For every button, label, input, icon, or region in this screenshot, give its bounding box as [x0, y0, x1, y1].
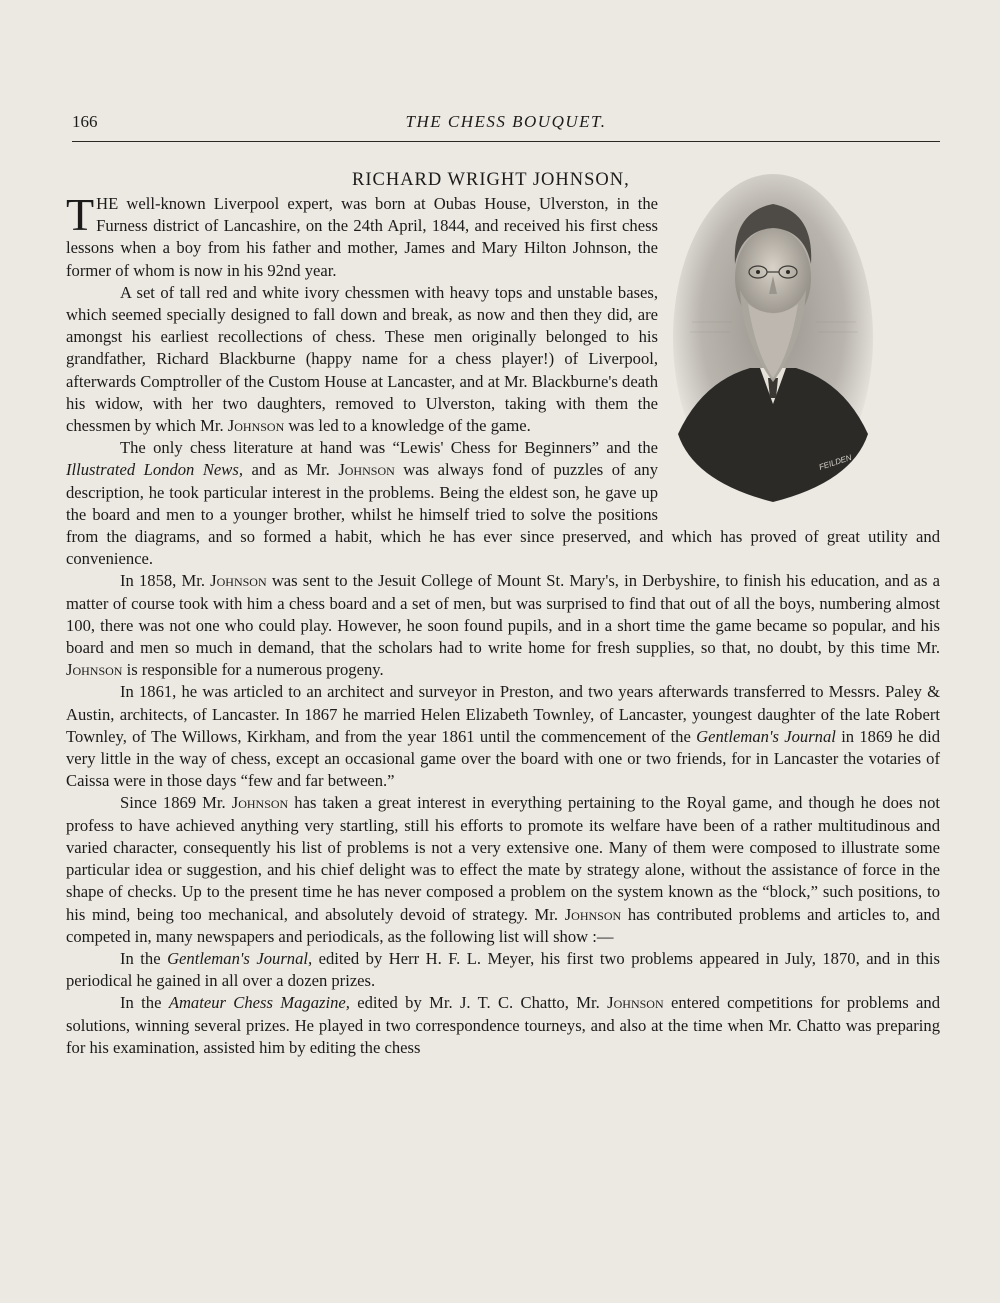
surname: Johnson: [338, 460, 395, 480]
header-rule: [72, 141, 940, 142]
paragraph-5: In 1861, he was articled to an architect and surveyor in Preston, and two years afterwards transferred to Messrs. Paley & Austin, architects, of Lancaster. In 1867 he married Helen Elizabeth Townley, of Lancaster, youngest daughter of the late Robert Townley, of The Willows, Kirkham, and from the year 1861 until the commencement of the Gentleman's Journal in 1869 he did very little in the way of chess, except an occasional game over the board with one or two friends, for in Lancaster the votaries of Caissa were in those days “few and far between.”: [66, 682, 941, 791]
drop-cap: T: [66, 189, 95, 240]
page-number: 166: [72, 112, 98, 131]
surname: Johnson: [210, 571, 267, 591]
journal-title: THE CHESS BOUQUET.: [405, 112, 607, 131]
surname: Johnson: [231, 793, 289, 813]
paragraph-1: THE well-known Liverpool expert, was born at Oubas House, Ulverston, in the Furness district of Lancashire, on the 24th April, 1844, and received his first chess lessons when a boy from his father and mother, James and Mary Hilton Johnson, the former of whom is now in his 92nd year.: [66, 189, 658, 280]
paragraph-3: The only chess literature at hand was “Lewis' Chess for Beginners” and the Illustrated London News, and as Mr. Johnson was always fond of puzzles of any description, he took particular interest in the problems. Being the eldest son, he gave up the board and men to a younger brother, whilst he himself tried to solve the positions from the diagrams, and so formed a habit, which he has ever since preserved, and which has proved of great utility and convenience.: [66, 438, 940, 569]
engraver-signature: FEILDEN: [817, 452, 853, 472]
surname: Johnson: [564, 904, 622, 924]
portrait-wrap-space: [658, 193, 940, 523]
surname: Johnson: [66, 660, 123, 680]
paragraph-7: In the Gentleman's Journal, edited by Herr H. F. L. Meyer, his first two problems appeared in July, 1870, and in this periodical he gained in all over a dozen prizes.: [66, 948, 940, 991]
paragraph-6: Since 1869 Mr. Johnson has taken a great interest in everything pertaining to the Royal game, and though he does not profess to have achieved anything very startling, still his efforts to promote its welfare have been of a rather multitudinous and varied character, consequently his list of problems is not a very extensive one. Many of them were composed to illustrate some particular idea or suggestion, and his chief delight was to effect the mate by strategy alone, without the assistance of force in the shape of checks. Up to the present time he has never composed a problem on the system known as the “block,” such positions, to his mind, being too mechanical, and absolutely devoid of strategy. Mr. Johnson has contributed problems and articles to, and competed in, many newspapers and periodicals, as the following list will show :—: [66, 793, 940, 946]
running-head: [72, 110, 940, 138]
article-title: RICHARD WRIGHT JOHNSON,: [352, 170, 630, 190]
article-body: [66, 189, 941, 1059]
paragraph-4: In 1858, Mr. Johnson was sent to the Jesuit College of Mount St. Mary's, in Derbyshire, to finish his education, and as a matter of course took with him a chess board and a set of men, but was surprised to find that out of all the boys, numbering almost 100, there was not one who could play. However, he soon found pupils, and in a short time the game became so popular, and his board and men so much in demand, that the scholars had to write home for fresh supplies, so that, no doubt, by this time Mr. Johnson is responsible for a numerous progeny.: [66, 571, 941, 680]
paragraph-2: A set of tall red and white ivory chessmen with heavy tops and unstable bases, which seemed specially designed to fall down and break, as now and then they did, are amongst his earliest recollections of chess. These men originally belonged to his grandfather, Richard Blackburne (happy name for a chess player!) of Liverpool, afterwards Comptroller of the Custom House at Lancaster, and at Mr. Blackburne's death his widow, with her two daughters, removed to Ulverston, taking with them the chessmen by which Mr. Johnson was led to a knowledge of the game.: [66, 282, 658, 436]
paragraph-8: In the Amateur Chess Magazine, edited by Mr. J. T. C. Chatto, Mr. Johnson entered competitions for problems and solutions, winning several prizes. He played in two correspondence tourneys, and also at the time when Mr. Chatto was preparing for his examination, assisted him by editing the chess: [66, 993, 940, 1057]
surname: Johnson: [607, 993, 664, 1013]
surname: Johnson: [227, 416, 285, 436]
